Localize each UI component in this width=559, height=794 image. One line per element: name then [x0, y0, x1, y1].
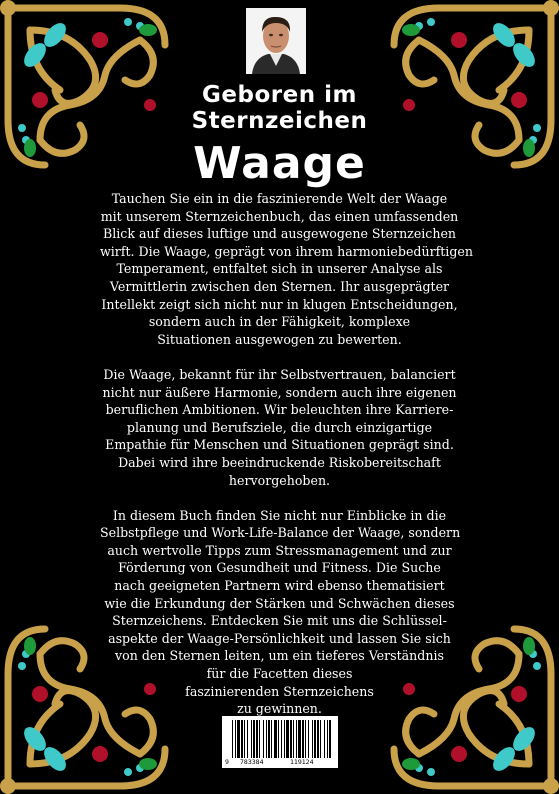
barcode-icon	[222, 716, 338, 768]
title-main: Waage	[193, 138, 366, 189]
title-line-2: Sternzeichen	[191, 108, 368, 134]
title-line-1: Geboren im	[202, 82, 357, 108]
blurb-paragraph-3: In diesem Buch finden Sie nicht nur Einblicke in die Selbstpflege und Work-Life-Balance der Waage, sondern auch wertvolle Tipps zum Stressmanagement und zur Förderung von Gesundheit und Fitness. Die Suche nach geeigneten Partnern wird ebenso thematisiert wie die Erkundung der Stärken und Schwächen dieses Sternzeichens. Entdecken Sie mit uns die Schlüssel- aspekte der Waage-Persönlichkeit und lassen Sie sich von den Sternen leiten, um ein tieferes Verständnis für die Facetten dieses faszinierenden Sternzeichens zu gewinnen.	[100, 507, 461, 717]
barcode-digit-1: 9	[225, 758, 229, 766]
blurb-text	[100, 190, 473, 735]
author-portrait	[246, 8, 306, 74]
barcode-group-2: 119124	[290, 758, 314, 766]
blurb-paragraph-1: Tauchen Sie ein in die faszinierende Welt der Waage mit unserem Sternzeichenbuch, das einen umfassenden Blick auf dieses luftige und ausgewogene Sternzeichen wirft. Die Waage, geprägt von ihrem harmoniebedürftigen Temperament, entfaltet sich in unserer Analyse als Vermittlerin zwischen den Sternen. Ihr ausgeprägter Intellekt zeigt sich nicht nur in klugen Entscheidungen, sondern auch in der Fähigkeit, komplexe Situationen ausgewogen zu bewerten.	[100, 191, 473, 347]
blurb-paragraph-2: Die Waage, bekannt für ihr Selbstvertrauen, balanciert nicht nur äußere Harmonie, sondern auch ihre eigenen beruflichen Ambitionen. Wir beleuchten ihre Karriere- planung und Berufsziele, die durch einzigartige Empathie für Menschen und Situationen geprägt sind. Dabei wird ihre beeindruckende Riskobereitschaft hervorgehoben.	[102, 366, 457, 488]
barcode-group-1: 783384	[240, 758, 264, 766]
